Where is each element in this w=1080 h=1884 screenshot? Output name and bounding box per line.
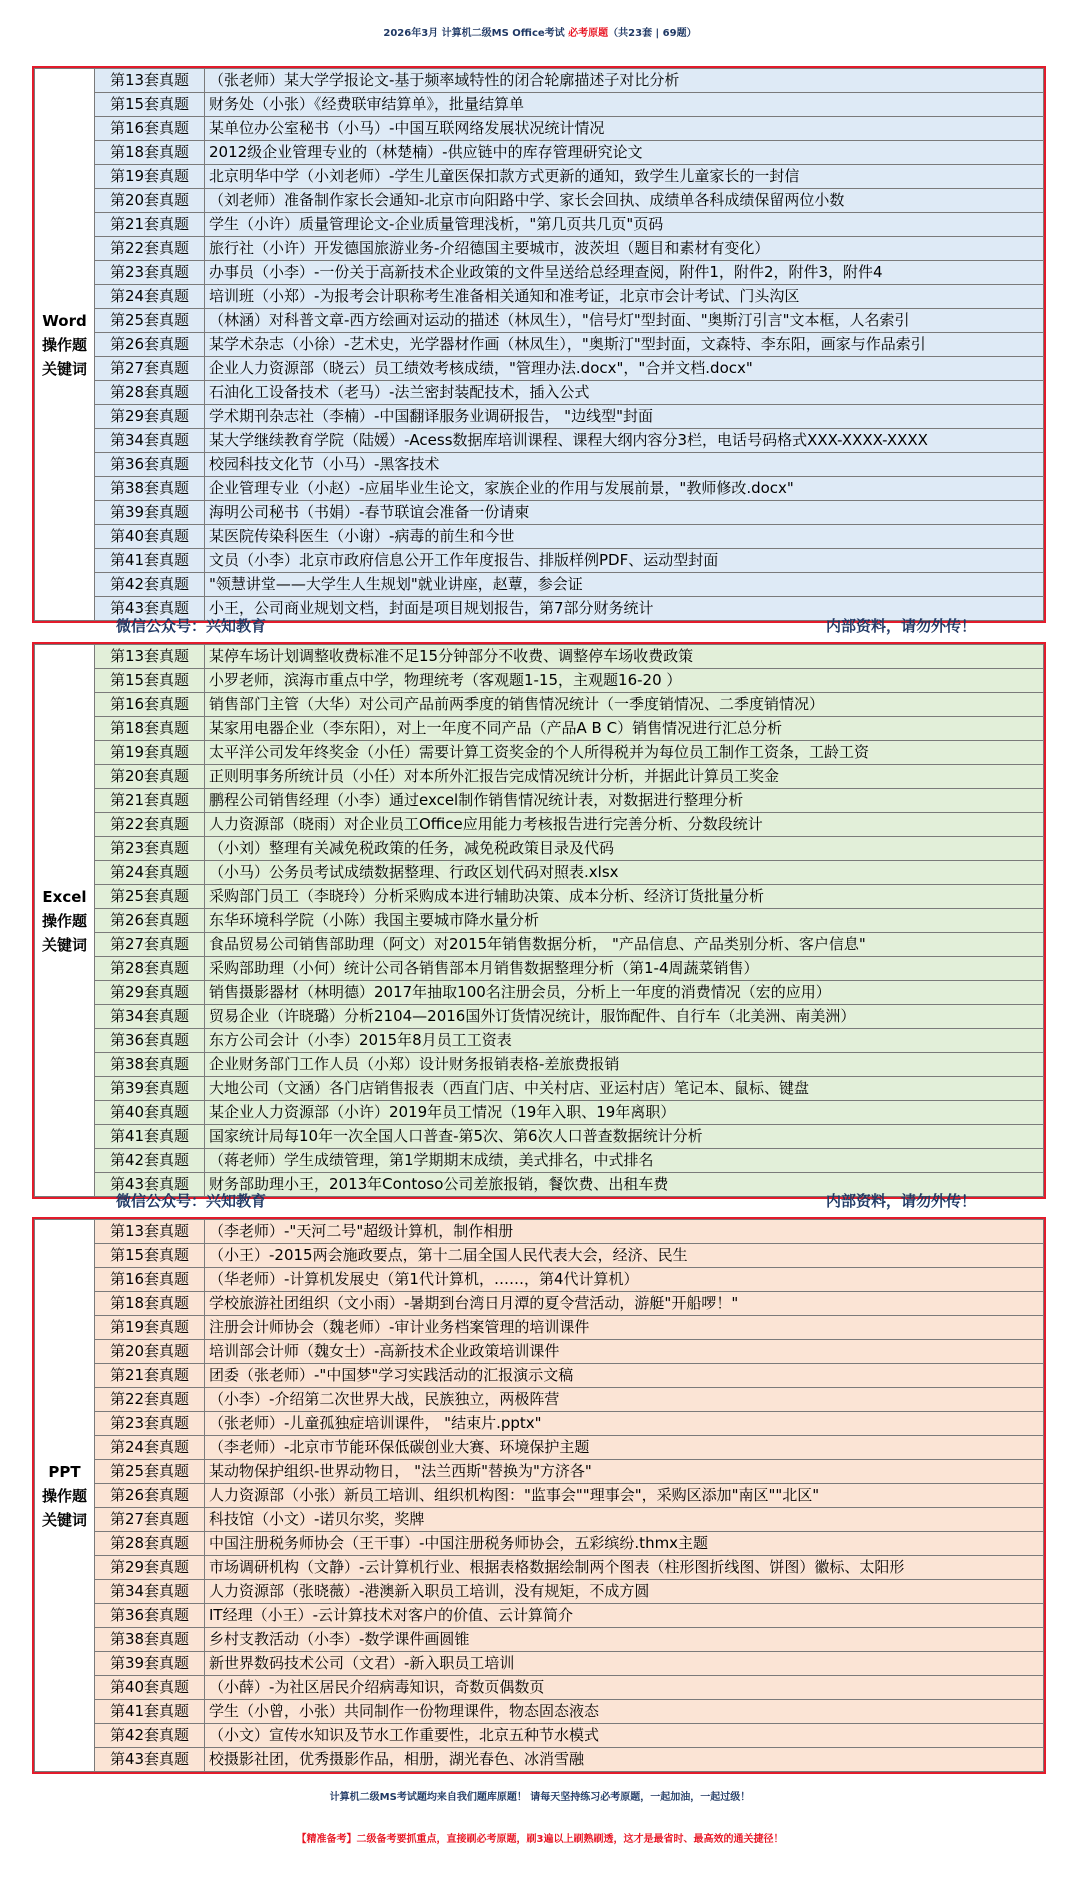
set-number: 第26套真题	[95, 333, 205, 357]
set-keywords: 中国注册税务师协会（王干事）-中国注册税务师协会，五彩缤纷.thmx主题	[205, 1532, 1044, 1556]
set-keywords: IT经理（小王）-云计算技术对客户的价值、云计算简介	[205, 1604, 1044, 1628]
set-number: 第15套真题	[95, 1244, 205, 1268]
table-row	[35, 213, 1044, 237]
section-label-line: Word	[42, 311, 87, 330]
set-number: 第41套真题	[95, 1700, 205, 1724]
set-keywords: 人力资源部（晓雨）对企业员工Office应用能力考核报告进行完善分析、分数段统计	[205, 813, 1044, 837]
set-number: 第27套真题	[95, 357, 205, 381]
set-keywords: 海明公司秘书（书娟）-春节联谊会准备一份请柬	[205, 501, 1044, 525]
wechat-note: 微信公众号：兴知教育	[116, 617, 267, 635]
set-keywords: 企业人力资源部（晓云）员工绩效考核成绩，"管理办法.docx"，"合并文档.docx"	[205, 357, 1044, 381]
set-keywords: 学校旅游社团组织（文小雨）-暑期到台湾日月潭的夏令营活动，游艇"开船啰！"	[205, 1292, 1044, 1316]
set-keywords: 某停车场计划调整收费标准不足15分钟部分不收费、调整停车场收费政策	[205, 645, 1044, 669]
set-keywords: 食品贸易公司销售部助理（阿文）对2015年销售数据分析， "产品信息、产品类别分析、客户信息"	[205, 933, 1044, 957]
set-number: 第27套真题	[95, 933, 205, 957]
page-title	[0, 10, 1080, 58]
set-keywords: 太平洋公司发年终奖金（小任）需要计算工资奖金的个人所得税并为每位员工制作工资条，工龄工资	[205, 741, 1044, 765]
table-row	[35, 525, 1044, 549]
set-keywords: 学生（小曾，小张）共同制作一份物理课件，物态固态液态	[205, 1700, 1044, 1724]
set-keywords: 办事员（小李）-一份关于高新技术企业政策的文件呈送给总经理查阅，附件1，附件2，附件3，附件4	[205, 261, 1044, 285]
section-label-line: 操作题	[41, 911, 87, 930]
set-number: 第40套真题	[95, 1101, 205, 1125]
set-keywords: 旅行社（小许）开发德国旅游业务-介绍德国主要城市，波茨坦（题目和素材有变化）	[205, 237, 1044, 261]
word-table	[34, 68, 1044, 621]
title-prefix: 2026年3月 计算机二级MS Office考试	[383, 28, 569, 39]
set-number: 第40套真题	[95, 1676, 205, 1700]
set-number: 第42套真题	[95, 573, 205, 597]
title-suffix: （共23套 | 69题）	[608, 28, 697, 39]
table-row	[35, 69, 1044, 93]
set-keywords: 正则明事务所统计员（小任）对本所外汇报告完成情况统计分析，并据此计算员工奖金	[205, 765, 1044, 789]
table-row	[35, 669, 1044, 693]
set-number: 第22套真题	[95, 237, 205, 261]
table-row	[35, 1125, 1044, 1149]
set-number: 第26套真题	[95, 909, 205, 933]
table-row	[35, 1700, 1044, 1724]
internal-note: 内部资料，请勿外传！	[825, 617, 976, 635]
excel-section	[32, 642, 1046, 1199]
set-number: 第25套真题	[95, 1460, 205, 1484]
set-number: 第41套真题	[95, 549, 205, 573]
set-keywords: （张老师）-儿童孤独症培训课件， "结束片.pptx"	[205, 1412, 1044, 1436]
set-keywords: 东华环境科学院（小陈）我国主要城市降水量分析	[205, 909, 1044, 933]
table-row	[35, 1005, 1044, 1029]
table-row	[35, 405, 1044, 429]
table-row	[35, 1508, 1044, 1532]
table-row	[35, 1604, 1044, 1628]
set-number: 第28套真题	[95, 1532, 205, 1556]
table-row	[35, 1676, 1044, 1700]
set-keywords: 销售摄影器材（林明德）2017年抽取100名注册会员，分析上一年度的消费情况（宏的应用）	[205, 981, 1044, 1005]
wechat-note: 微信公众号：兴知教育	[116, 1192, 267, 1210]
set-keywords: 某学术杂志（小徐）-艺术史，光学器材作画（林凤生），"奥斯汀"型封面，文森特、李东阳，画家与作品索引	[205, 333, 1044, 357]
set-number: 第27套真题	[95, 1508, 205, 1532]
set-keywords: 团委（张老师）-"中国梦"学习实践活动的汇报演示文稿	[205, 1364, 1044, 1388]
set-number: 第42套真题	[95, 1724, 205, 1748]
set-keywords: （华老师）-计算机发展史（第1代计算机，……，第4代计算机）	[205, 1268, 1044, 1292]
word-section	[32, 66, 1046, 623]
set-number: 第19套真题	[95, 1316, 205, 1340]
set-number: 第43套真题	[95, 1173, 205, 1197]
set-number: 第28套真题	[95, 957, 205, 981]
section-label-line: 关键词	[41, 359, 87, 378]
set-keywords: 某医院传染科医生（小谢）-病毒的前生和今世	[205, 525, 1044, 549]
set-number: 第36套真题	[95, 453, 205, 477]
table-row	[35, 1340, 1044, 1364]
table-row	[35, 309, 1044, 333]
table-row	[35, 1149, 1044, 1173]
set-keywords: （小马）公务员考试成绩数据整理、行政区划代码对照表.xlsx	[205, 861, 1044, 885]
set-keywords: 人力资源部（小张）新员工培训、组织机构图："监事会""理事会"，采购区添加"南区""北区"	[205, 1484, 1044, 1508]
table-row	[35, 165, 1044, 189]
set-number: 第13套真题	[95, 69, 205, 93]
table-row	[35, 885, 1044, 909]
set-number: 第29套真题	[95, 405, 205, 429]
set-number: 第39套真题	[95, 1652, 205, 1676]
set-keywords: "领慧讲堂——大学生人生规划"就业讲座，赵蕈，参会证	[205, 573, 1044, 597]
table-row	[35, 477, 1044, 501]
table-row	[35, 1244, 1044, 1268]
set-keywords: 采购部助理（小何）统计公司各销售部本月销售数据整理分析（第1-4周蔬菜销售）	[205, 957, 1044, 981]
table-row	[35, 333, 1044, 357]
set-number: 第34套真题	[95, 1005, 205, 1029]
set-keywords: （小薛）-为社区居民介绍病毒知识，奇数页偶数页	[205, 1676, 1044, 1700]
set-number: 第24套真题	[95, 861, 205, 885]
table-row	[35, 237, 1044, 261]
set-number: 第43套真题	[95, 1748, 205, 1772]
set-number: 第40套真题	[95, 525, 205, 549]
set-keywords: 财务处（小张）《经费联审结算单》，批量结算单	[205, 93, 1044, 117]
note-row-2	[32, 1189, 1046, 1213]
table-row	[35, 717, 1044, 741]
set-keywords: （小李）-介绍第二次世界大战，民族独立，两极阵营	[205, 1388, 1044, 1412]
set-number: 第25套真题	[95, 885, 205, 909]
set-keywords: （李老师）-北京市节能环保低碳创业大赛、环境保护主题	[205, 1436, 1044, 1460]
set-keywords: 注册会计师协会（魏老师）-审计业务档案管理的培训课件	[205, 1316, 1044, 1340]
set-keywords: 贸易企业（许晓璐）分析2104—2016国外订货情况统计，服饰配件、自行车（北美洲、南美洲）	[205, 1005, 1044, 1029]
table-row	[35, 189, 1044, 213]
set-keywords: （李老师）-"天河二号"超级计算机，制作相册	[205, 1220, 1044, 1244]
set-keywords: 人力资源部（张晓薇）-港澳新入职员工培训，没有规矩，不成方圆	[205, 1580, 1044, 1604]
table-row	[35, 261, 1044, 285]
section-label-line: 关键词	[41, 1510, 87, 1529]
footer-line-1: 计算机二级MS考试题均来自我们题库原题！ 请每天坚持练习必考原题，一起加油，一起过级！	[329, 1792, 751, 1803]
set-keywords: 企业财务部门工作人员（小郑）设计财务报销表格-差旅费报销	[205, 1053, 1044, 1077]
table-row	[35, 1316, 1044, 1340]
table-row	[35, 813, 1044, 837]
set-number: 第21套真题	[95, 213, 205, 237]
table-row	[35, 357, 1044, 381]
table-row	[35, 453, 1044, 477]
word-section-label	[35, 69, 95, 621]
set-number: 第36套真题	[95, 1604, 205, 1628]
set-keywords: 2012级企业管理专业的（林楚楠）-供应链中的库存管理研究论文	[205, 141, 1044, 165]
set-number: 第38套真题	[95, 477, 205, 501]
set-keywords: （小文）宣传水知识及节水工作重要性，北京五种节水模式	[205, 1724, 1044, 1748]
table-row	[35, 837, 1044, 861]
set-number: 第20套真题	[95, 765, 205, 789]
table-row	[35, 1748, 1044, 1772]
table-row	[35, 141, 1044, 165]
set-keywords: 某动物保护组织-世界动物日， "法兰西斯"替换为"方济各"	[205, 1460, 1044, 1484]
table-row	[35, 981, 1044, 1005]
table-row	[35, 1388, 1044, 1412]
set-number: 第15套真题	[95, 669, 205, 693]
set-number: 第39套真题	[95, 1077, 205, 1101]
table-row	[35, 1029, 1044, 1053]
set-keywords: 某单位办公室秘书（小马）-中国互联网络发展状况统计情况	[205, 117, 1044, 141]
set-number: 第16套真题	[95, 693, 205, 717]
set-keywords: 鹏程公司销售经理（小李）通过excel制作销售情况统计表，对数据进行整理分析	[205, 789, 1044, 813]
set-keywords: 乡村支教活动（小李）-数学课件画圆锥	[205, 1628, 1044, 1652]
table-row	[35, 1460, 1044, 1484]
table-row	[35, 765, 1044, 789]
ppt-section	[32, 1217, 1046, 1774]
set-number: 第19套真题	[95, 741, 205, 765]
table-row	[35, 117, 1044, 141]
set-keywords: （林涵）对科普文章-西方绘画对运动的描述（林凤生），"信号灯"型封面、"奥斯汀引言"文本框，人名索引	[205, 309, 1044, 333]
table-row	[35, 1724, 1044, 1748]
set-number: 第13套真题	[95, 645, 205, 669]
set-keywords: 北京明华中学（小刘老师）-学生儿童医保扣款方式更新的通知，致学生儿童家长的一封信	[205, 165, 1044, 189]
set-number: 第21套真题	[95, 1364, 205, 1388]
set-number: 第18套真题	[95, 1292, 205, 1316]
set-keywords: （蒋老师）学生成绩管理，第1学期期末成绩，美式排名，中式排名	[205, 1149, 1044, 1173]
set-number: 第38套真题	[95, 1628, 205, 1652]
title-highlight: 必考原题	[568, 28, 609, 39]
set-number: 第18套真题	[95, 141, 205, 165]
table-row	[35, 549, 1044, 573]
table-row	[35, 1364, 1044, 1388]
set-number: 第34套真题	[95, 1580, 205, 1604]
set-keywords: 培训班（小郑）-为报考会计职称考生准备相关通知和准考证，北京市会计考试、门头沟区	[205, 285, 1044, 309]
set-number: 第24套真题	[95, 1436, 205, 1460]
table-row	[35, 1268, 1044, 1292]
table-row	[35, 285, 1044, 309]
table-row	[35, 1053, 1044, 1077]
set-number: 第19套真题	[95, 165, 205, 189]
table-row	[35, 1220, 1044, 1244]
set-keywords: 销售部门主管（大华）对公司产品前两季度的销售情况统计（一季度销情况、二季度销情况）	[205, 693, 1044, 717]
set-number: 第26套真题	[95, 1484, 205, 1508]
set-number: 第20套真题	[95, 1340, 205, 1364]
ppt-table	[34, 1219, 1044, 1772]
set-number: 第15套真题	[95, 93, 205, 117]
set-keywords: 培训部会计师（魏女士）-高新技术企业政策培训课件	[205, 1340, 1044, 1364]
set-number: 第22套真题	[95, 813, 205, 837]
set-number: 第21套真题	[95, 789, 205, 813]
set-keywords: （刘老师）准备制作家长会通知-北京市向阳路中学、家长会回执、成绩单各科成绩保留两位小数	[205, 189, 1044, 213]
table-row	[35, 1532, 1044, 1556]
set-keywords: （小王）-2015两会施政要点，第十二届全国人民代表大会，经济、民生	[205, 1244, 1044, 1268]
footer-line-2: 【精准备考】二级备考要抓重点，直接刷必考原题，刷3遍以上刷熟刷透，这才是最省时、最高效的通关捷径！	[296, 1834, 784, 1845]
set-keywords: 文员（小李）北京市政府信息公开工作年度报告、排版样例PDF、运动型封面	[205, 549, 1044, 573]
table-row	[35, 957, 1044, 981]
set-keywords: 财务部助理小王，2013年Contoso公司差旅报销，餐饮费、出租车费	[205, 1173, 1044, 1197]
set-number: 第22套真题	[95, 1388, 205, 1412]
table-row	[35, 1484, 1044, 1508]
set-number: 第29套真题	[95, 981, 205, 1005]
note-row-1	[32, 614, 1046, 638]
table-row	[35, 573, 1044, 597]
set-keywords: 某家用电器企业（李东阳），对上一年度不同产品（产品A B C）销售情况进行汇总分析	[205, 717, 1044, 741]
set-number: 第23套真题	[95, 837, 205, 861]
set-number: 第16套真题	[95, 117, 205, 141]
section-label-line: 操作题	[41, 335, 87, 354]
table-row	[35, 861, 1044, 885]
set-keywords: 某大学继续教育学院（陆媛）-Acess数据库培训课程、课程大纲内容分3栏，电话号码格式XXX-XXXX-XXXX	[205, 429, 1044, 453]
set-keywords: 学生（小许）质量管理论文-企业质量管理浅析，"第几页共几页"页码	[205, 213, 1044, 237]
table-row	[35, 501, 1044, 525]
set-keywords: 石油化工设备技术（老马）-法兰密封装配技术，插入公式	[205, 381, 1044, 405]
set-number: 第25套真题	[95, 309, 205, 333]
set-number: 第20套真题	[95, 189, 205, 213]
set-number: 第28套真题	[95, 381, 205, 405]
set-number: 第23套真题	[95, 1412, 205, 1436]
set-keywords: 大地公司（文涵）各门店销售报表（西直门店、中关村店、亚运村店）笔记本、鼠标、键盘	[205, 1077, 1044, 1101]
excel-table	[34, 644, 1044, 1197]
set-keywords: 小罗老师，滨海市重点中学，物理统考（客观题1-15，主观题16-20 ）	[205, 669, 1044, 693]
table-row	[35, 1556, 1044, 1580]
table-row	[35, 645, 1044, 669]
excel-section-label	[35, 645, 95, 1197]
set-keywords: 科技馆（小文）-诺贝尔奖，奖牌	[205, 1508, 1044, 1532]
set-number: 第13套真题	[95, 1220, 205, 1244]
set-number: 第36套真题	[95, 1029, 205, 1053]
table-row	[35, 1628, 1044, 1652]
table-row	[35, 1077, 1044, 1101]
set-number: 第42套真题	[95, 1149, 205, 1173]
set-keywords: 某企业人力资源部（小许）2019年员工情况（19年入职、19年离职）	[205, 1101, 1044, 1125]
table-row	[35, 1652, 1044, 1676]
table-row	[35, 429, 1044, 453]
set-number: 第16套真题	[95, 1268, 205, 1292]
set-number: 第18套真题	[95, 717, 205, 741]
set-keywords: 小王，公司商业规划文档，封面是项目规划报告，第7部分财务统计	[205, 597, 1044, 621]
table-row	[35, 789, 1044, 813]
set-number: 第43套真题	[95, 597, 205, 621]
set-number: 第41套真题	[95, 1125, 205, 1149]
set-keywords: 校摄影社团，优秀摄影作品，相册，湖光春色、冰消雪融	[205, 1748, 1044, 1772]
table-row	[35, 933, 1044, 957]
set-number: 第24套真题	[95, 285, 205, 309]
set-keywords: 新世界数码技术公司（文君）-新入职员工培训	[205, 1652, 1044, 1676]
section-label-line: 关键词	[41, 935, 87, 954]
set-number: 第38套真题	[95, 1053, 205, 1077]
table-row	[35, 909, 1044, 933]
table-row	[35, 93, 1044, 117]
ppt-section-label	[35, 1220, 95, 1772]
table-row	[35, 693, 1044, 717]
section-label-line: Excel	[42, 887, 87, 906]
table-row	[35, 1436, 1044, 1460]
set-keywords: 校园科技文化节（小马）-黑客技术	[205, 453, 1044, 477]
set-keywords: 市场调研机构（文静）-云计算机行业、根据表格数据绘制两个图表（柱形图折线图、饼图）徽标、太阳形	[205, 1556, 1044, 1580]
set-keywords: 企业管理专业（小赵）-应届毕业生论文，家族企业的作用与发展前景，"教师修改.docx"	[205, 477, 1044, 501]
set-number: 第23套真题	[95, 261, 205, 285]
table-row	[35, 381, 1044, 405]
table-row	[35, 1580, 1044, 1604]
set-number: 第39套真题	[95, 501, 205, 525]
internal-note: 内部资料，请勿外传！	[825, 1192, 976, 1210]
table-row	[35, 1292, 1044, 1316]
set-keywords: 国家统计局每10年一次全国人口普查-第5次、第6次人口普查数据统计分析	[205, 1125, 1044, 1149]
table-row	[35, 1101, 1044, 1125]
section-label-line: 操作题	[41, 1486, 87, 1505]
table-row	[35, 1412, 1044, 1436]
section-label-line: PPT	[48, 1462, 81, 1481]
set-keywords: 采购部门员工（李晓玲）分析采购成本进行辅助决策、成本分析、经济订货批量分析	[205, 885, 1044, 909]
set-number: 第34套真题	[95, 429, 205, 453]
table-row	[35, 741, 1044, 765]
set-keywords: （张老师）某大学学报论文-基于频率域特性的闭合轮廓描述子对比分析	[205, 69, 1044, 93]
set-keywords: （小刘）整理有关减免税政策的任务，减免税政策目录及代码	[205, 837, 1044, 861]
set-number: 第29套真题	[95, 1556, 205, 1580]
set-keywords: 学术期刊杂志社（李楠）-中国翻译服务业调研报告， "边线型"封面	[205, 405, 1044, 429]
set-keywords: 东方公司会计（小李）2015年8月员工工资表	[205, 1029, 1044, 1053]
